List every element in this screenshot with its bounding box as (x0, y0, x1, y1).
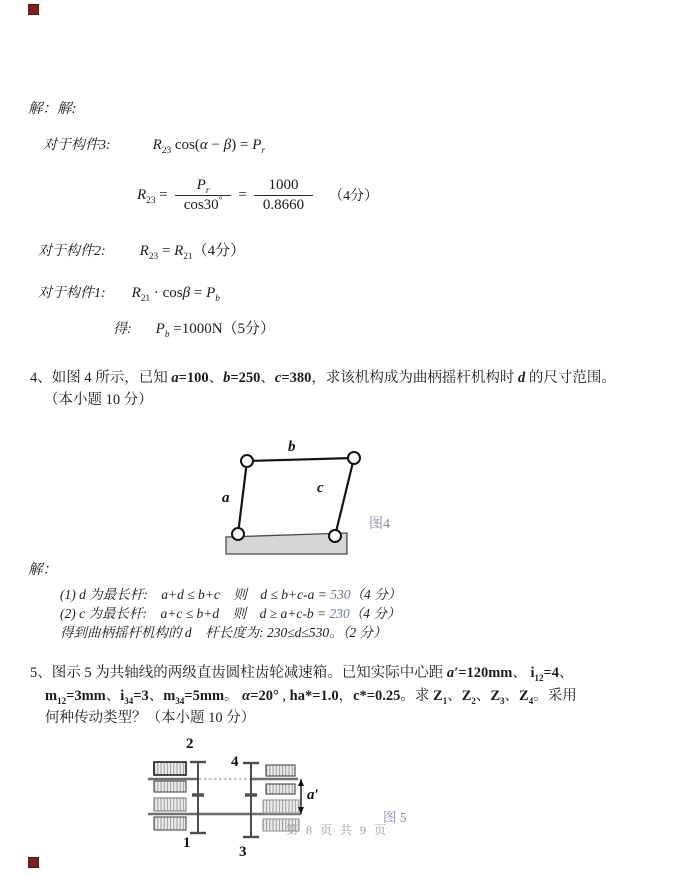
dim-arrowhead-top (298, 779, 304, 786)
result-label: 得: (113, 322, 132, 337)
question5-text-line3: 何种传动类型？（本小题 10 分） (45, 710, 256, 726)
result-formula: $P_b =1000N(5$分） (155, 321, 276, 340)
scan-artifact-top-icon (28, 4, 39, 15)
gear2-upper-section (154, 762, 186, 775)
gear1-lower-section (154, 817, 186, 830)
solution4-line3: 得到曲柄摇杆机构的 d 杆长度为: 230≤d≤530。（2 分） (60, 625, 387, 640)
gear1-label: 1 (183, 835, 191, 851)
question5-text-line2: $m_{12}=3mm$、$i_{34}=3$、$m_{34}=5mm$。 α=20° , ha*=1.0，c*=0.25。求 $Z_1$、$Z_2$、$Z_3$、$Z_4$。采用 (45, 688, 577, 706)
solution4-line1: (1) d 为最长杆: a+d ≤ b+c 则 d ≤ b+c-a = 530（4 分） (60, 587, 402, 602)
score-badge: （4分） (329, 189, 379, 204)
gear1-upper-section (154, 798, 186, 811)
fraction-numerator: $P_r$ (175, 177, 232, 196)
joint-bottom-right (329, 530, 341, 542)
joint-top-right (348, 452, 360, 464)
link-a-label: a (222, 490, 230, 506)
link-b-label: b (288, 439, 296, 455)
figure5-caption: 图 5 (383, 810, 407, 825)
member2-row (38, 239, 245, 260)
member2-formula: $R_{23} = R_{21}(4$分） (139, 243, 246, 262)
member2-label: 对于构件2: (38, 244, 106, 259)
eq-left: $R_{23}$ = (137, 186, 168, 206)
result-row (113, 317, 275, 338)
member3-row (43, 134, 265, 154)
gear3-label: 3 (239, 844, 247, 860)
figure4-caption: 图4 (369, 517, 390, 532)
center-distance-label: a′ (307, 787, 319, 803)
member1-label: 对于构件1: (38, 286, 106, 301)
link-c (335, 458, 354, 536)
gear2-label: 2 (186, 736, 194, 752)
joint-bottom-left (232, 528, 244, 540)
member1-formula: $R_{21} \cdot \cos\beta = P_b$ (131, 285, 220, 304)
page-number-footer: 第 8 页 共 9 页 (286, 823, 389, 837)
member3-label: 对于构件3: (43, 138, 111, 153)
member1-row (38, 282, 220, 302)
link-b (247, 458, 354, 461)
fraction-1000-0866 (254, 177, 313, 214)
gear3-upper-section (263, 800, 299, 813)
gear4-upper-section (266, 765, 295, 776)
member3-formula: $R_{23}$ $\cos(\alpha - \beta) = P_r$ (152, 137, 265, 156)
solution4-header: 解： (28, 562, 57, 578)
figure5-gearbox-diagram (128, 724, 428, 866)
fraction-numerator: 1000 (254, 177, 313, 196)
gear4-label: 4 (231, 754, 239, 770)
solution-header: 解：解: (28, 101, 77, 117)
joint-top-left (241, 455, 253, 467)
question4-text-line2: （本小题 10 分） (44, 392, 153, 408)
r23-fraction-equation (137, 172, 378, 218)
question4-text-line1: 4、如图 4 所示，已知 a=100、b=250、c=380，求该机构成为曲柄摇杆机构时 d 的尺寸范围。 (30, 370, 616, 386)
gear2-lower-section (154, 781, 186, 792)
fraction-denominator: 0.8660 (262, 196, 305, 213)
fraction-denominator: cos30° (183, 195, 223, 213)
fraction-pr-cos30 (175, 177, 232, 214)
solution4-line2: (2) c 为最长杆: a+c ≤ b+d 则 d ≥ a+c-b = 230（4 分） (60, 606, 401, 621)
question5-text-line1: 5、图示 5 为共轴线的两级直齿圆柱齿轮减速箱。已知实际中心距 a′=120mm、 $i_{12}=4$、 (30, 665, 574, 683)
link-c-label: c (317, 480, 324, 496)
gear4-lower-section (266, 784, 295, 794)
link-a (238, 461, 247, 534)
scan-artifact-bottom-icon (28, 857, 39, 868)
eq-mid: = (238, 186, 247, 203)
figure4-linkage-diagram (180, 430, 425, 558)
